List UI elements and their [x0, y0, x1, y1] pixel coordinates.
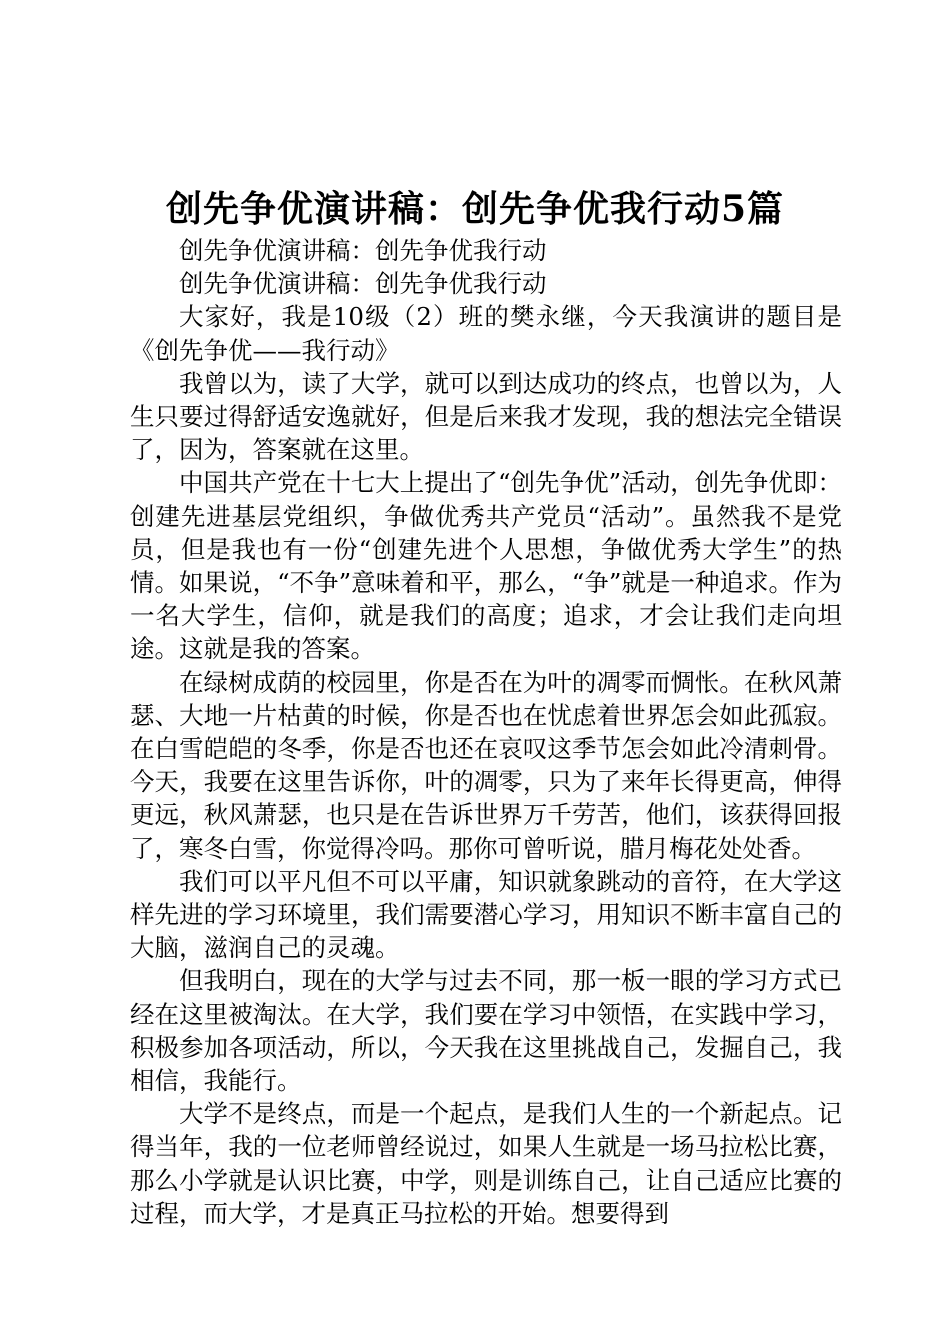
document-title: 创先争优演讲稿：创先争优我行动5篇 [165, 188, 785, 230]
body-paragraph: 大学不是终点，而是一个起点，是我们人生的一个新起点。记得当年，我的一位老师曾经说过，如果人生就是一场马拉松比赛，那么小学就是认识比赛，中学，则是训练自己，让自己适应比赛的过程，而大学，才是真正马拉松的开始。想要得到 [130, 1099, 842, 1228]
subtitle-line: 创先争优演讲稿：创先争优我行动 [179, 269, 547, 299]
body-paragraph: 中国共产党在十七大上提出了“创先争优”活动，创先争优即：创建先进基层党组织，争做优秀共产党员“活动”。虽然我不是党员，但是我也有一份“创建先进个人思想，争做优秀大学生”的热情。如果说，“不争”意味着和平，那么，“争”就是一种追求。作为一名大学生，信仰，就是我们的高度；追求，才会让我们走向坦途。这就是我的答案。 [130, 468, 842, 664]
body-paragraph: 我们可以平凡但不可以平庸，知识就象跳动的音符，在大学这样先进的学习环境里，我们需要潜心学习，用知识不断丰富自己的大脑，滋润自己的灵魂。 [130, 866, 842, 963]
body-paragraph: 我曾以为，读了大学，就可以到达成功的终点，也曾以为，人生只要过得舒适安逸就好，但是后来我才发现，我的想法完全错误了，因为，答案就在这里。 [130, 368, 842, 465]
document-body [130, 234, 842, 1230]
subtitle-line: 创先争优演讲稿：创先争优我行动 [179, 236, 547, 265]
body-paragraph: 但我明白，现在的大学与过去不同，那一板一眼的学习方式已经在这里被淘汰。在大学，我们要在学习中领悟，在实践中学习，积极参加各项活动，所以，今天我在这里挑战自己，发掘自己，我相信，我能行。 [130, 966, 842, 1096]
body-paragraph: 大家好，我是10级（2）班的樊永继，今天我演讲的题目是《创先争优——我行动》 [130, 302, 842, 365]
body-paragraph: 在绿树成荫的校园里，你是否在为叶的凋零而惆怅。在秋风萧瑟、大地一片枯黄的时候，你是否也在忧虑着世界怎会如此孤寂。在白雪皑皑的冬季，你是否也还在哀叹这季节怎会如此冷清刺骨。今天，我要在这里告诉你，叶的凋零，只为了来年长得更高，伸得更远，秋风萧瑟，也只是在告诉世界万千劳苦，他们，该获得回报了，寒冬白雪，你觉得冷吗。那你可曾听说，腊月梅花处处香。 [130, 667, 842, 863]
